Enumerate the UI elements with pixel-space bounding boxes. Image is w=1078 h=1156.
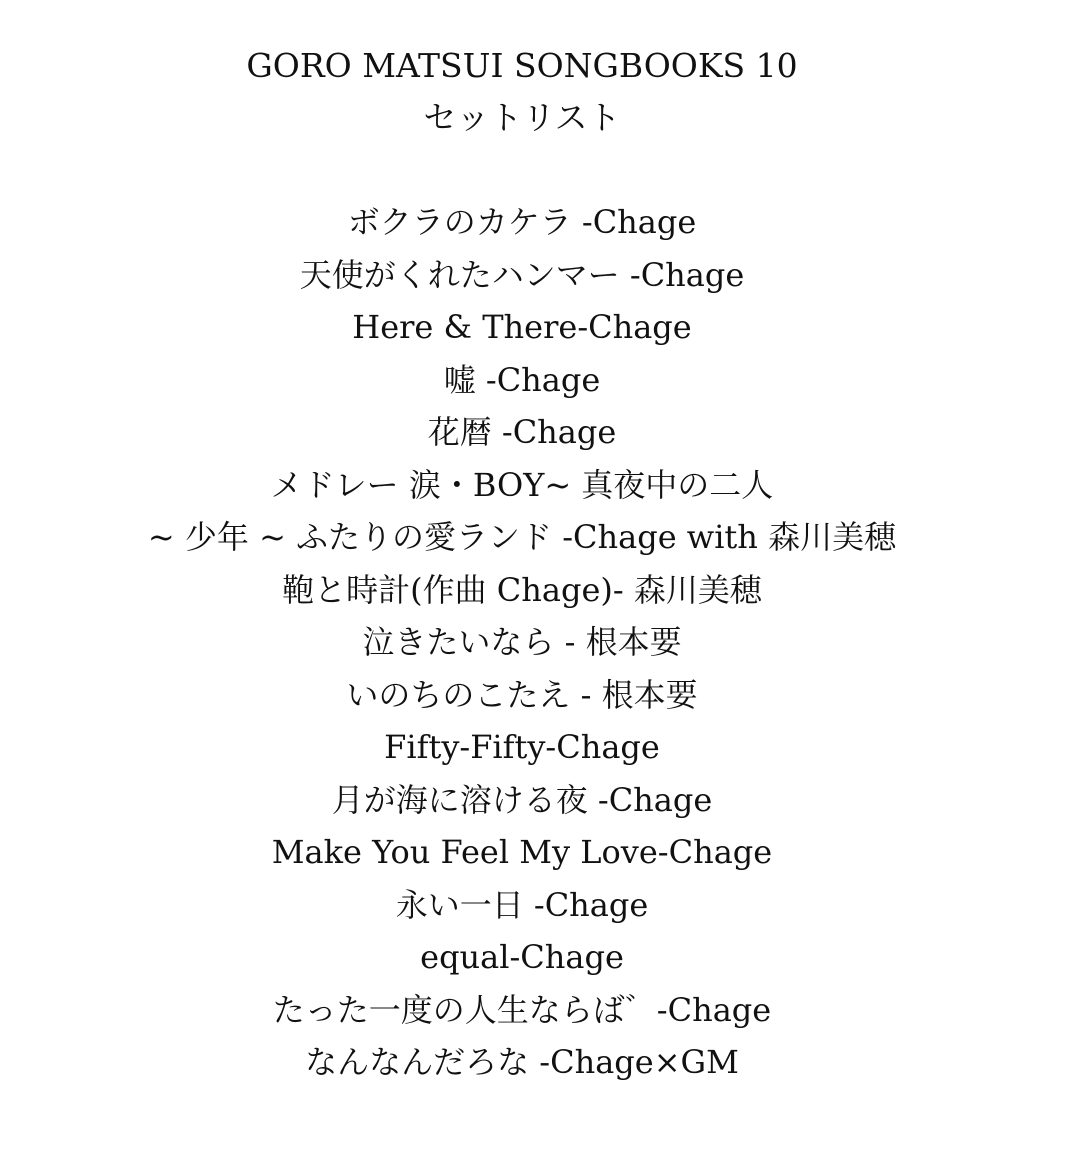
setlist-item: equal-Chage: [420, 938, 624, 976]
setlist-item: 永い一日 -Chage: [395, 885, 649, 924]
setlist-item: 花暦 -Chage: [427, 413, 617, 451]
setlist-item: たった一度の人生ならば゛-Chage: [272, 990, 772, 1029]
setlist-item: 鞄と時計(作曲 Chage)- 森川美穂: [282, 570, 762, 609]
setlist-item: ボクラのカケラ -Chage: [347, 203, 697, 241]
document-header: [0, 40, 1044, 144]
setlist-item: Make You Feel My Love-Chage: [271, 833, 773, 871]
setlist-item: Fifty-Fifty-Chage: [384, 728, 660, 766]
setlist-item: いのちのこたえ - 根本要: [346, 675, 698, 714]
setlist-item: ~ 少年 ~ ふたりの愛ランド -Chage with 森川美穂: [147, 518, 897, 556]
setlist-item: Here & There-Chage: [352, 308, 692, 346]
setlist-item: 嘘 -Chage: [443, 360, 601, 399]
setlist-item: メドレー 涙・BOY~ 真夜中の二人: [270, 465, 774, 504]
setlist-item: なんなんだろな -Chage×GM: [305, 1043, 739, 1081]
setlist-item: 月が海に溶ける夜 -Chage: [331, 780, 713, 819]
setlist-item: 泣きたいなら - 根本要: [362, 623, 682, 661]
document-subtitle: セットリスト: [423, 98, 621, 137]
document-title: GORO MATSUI SONGBOOKS 10: [246, 46, 798, 85]
setlist: [0, 196, 1044, 1089]
setlist-item: 天使がくれたハンマー -Chage: [299, 255, 745, 294]
